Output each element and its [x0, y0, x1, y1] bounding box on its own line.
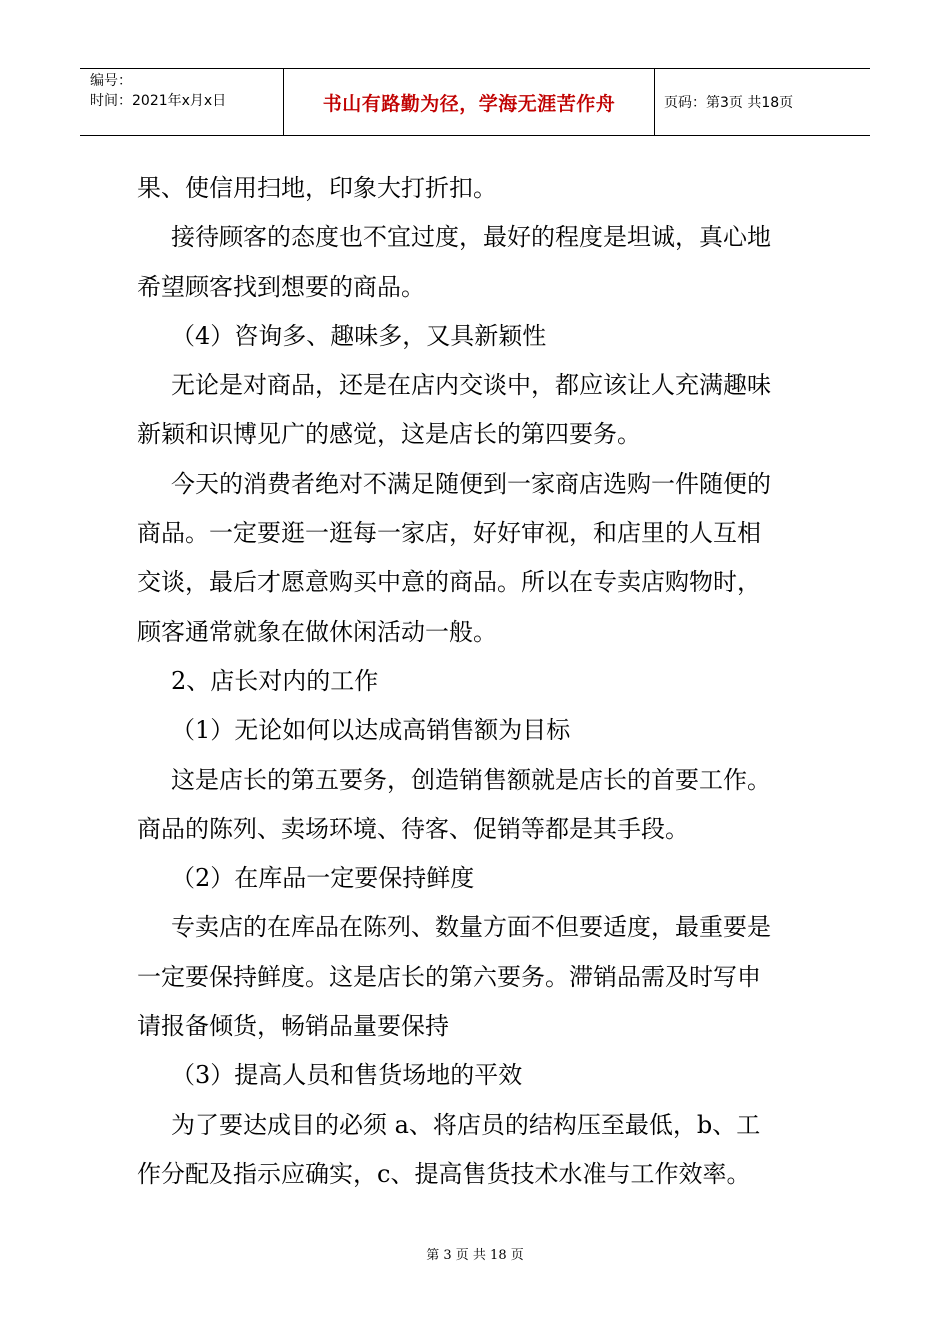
section-heading: 2、店长对内的工作 — [171, 666, 379, 695]
header-page-info: 页码：第3页 共18页 — [664, 95, 794, 111]
body-line: 接待顾客的态度也不宜过度，最好的程度是坦诚，真心地 — [171, 223, 771, 252]
body-line: 专卖店的在库品在陈列、数量方面不但要适度，最重要是 — [171, 913, 771, 942]
body-line: 新颖和识博见广的感觉，这是店长的第四要务。 — [137, 420, 641, 449]
body-line: 商品。一定要逛一逛每一家店，好好审视，和店里的人互相 — [137, 519, 761, 548]
document-number-label: 编号： — [90, 73, 132, 89]
page-header — [80, 68, 870, 136]
section-heading: （2）在库品一定要保持鲜度 — [171, 864, 475, 893]
section-heading: （4）咨询多、趣味多，又具新颖性 — [171, 321, 547, 350]
body-line: 希望顾客找到想要的商品。 — [137, 272, 425, 301]
document-time-label: 时间：2021年x月x日 — [90, 93, 227, 109]
header-motto-cell — [284, 69, 655, 135]
body-line: 请报备倾货，畅销品量要保持 — [137, 1012, 449, 1041]
body-line: 顾客通常就象在做休闲活动一般。 — [137, 617, 497, 646]
page-footer — [0, 1244, 950, 1263]
header-meta-cell — [80, 69, 284, 135]
body-line: 果、使信用扫地，印象大打折扣。 — [137, 174, 497, 202]
body-line: 交谈，最后才愿意购买中意的商品。所以在专卖店购物时， — [137, 568, 761, 597]
section-heading: （3）提高人员和售货场地的平效 — [171, 1061, 523, 1090]
body-line: 一定要保持鲜度。这是店长的第六要务。滞销品需及时写申 — [137, 962, 761, 991]
body-line: 这是店长的第五要务，创造销售额就是店长的首要工作。 — [171, 765, 771, 794]
body-line: 作分配及指示应确实，c、提高售货技术水准与工作效率。 — [137, 1159, 751, 1188]
body-line: 商品的陈列、卖场环境、待客、促销等都是其手段。 — [137, 814, 689, 843]
document-body — [137, 164, 827, 1199]
header-page-cell — [664, 69, 870, 135]
body-line: 无论是对商品，还是在店内交谈中，都应该让人充满趣味 — [171, 371, 771, 400]
section-heading: （1）无论如何以达成高销售额为目标 — [171, 716, 571, 745]
body-line: 为了要达成目的必须 a、将店员的结构压至最低，b、工 — [171, 1110, 761, 1139]
footer-page-number: 第 3 页 共 18 页 — [426, 1248, 524, 1263]
header-motto: 书山有路勤为径，学海无涯苦作舟 — [322, 92, 616, 115]
body-line: 今天的消费者绝对不满足随便到一家商店选购一件随便的 — [171, 469, 771, 498]
